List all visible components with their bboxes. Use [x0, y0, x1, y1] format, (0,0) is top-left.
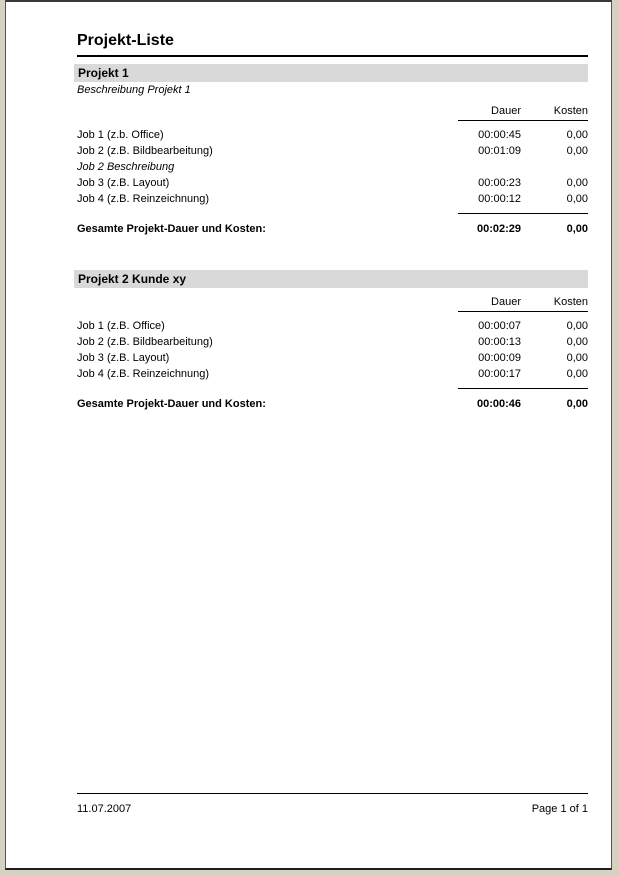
column-header-divider — [458, 120, 588, 121]
job-dauer: 00:00:13 — [478, 336, 521, 348]
job-dauer: 00:00:45 — [478, 129, 521, 141]
job-dauer: 00:00:12 — [478, 193, 521, 205]
total-divider — [458, 388, 588, 389]
job-description: Job 2 Beschreibung — [77, 161, 175, 173]
job-label: Job 2 (z.B. Bildbearbeitung) — [77, 336, 213, 348]
project-description: Beschreibung Projekt 1 — [77, 84, 191, 96]
column-headers — [77, 105, 588, 118]
footer-date: 11.07.2007 — [77, 803, 132, 815]
table-row — [77, 318, 588, 334]
title-divider — [77, 55, 588, 57]
job-kosten: 0,00 — [566, 129, 588, 141]
column-header-divider — [458, 311, 588, 312]
project-header: Projekt 2 Kunde xy — [74, 270, 588, 288]
total-divider — [458, 213, 588, 214]
total-kosten: 0,00 — [566, 223, 588, 235]
job-kosten: 0,00 — [566, 352, 588, 364]
job-label: Job 4 (z.B. Reinzeichnung) — [77, 193, 210, 205]
table-row — [77, 350, 588, 366]
job-dauer: 00:00:17 — [478, 368, 521, 380]
job-label: Job 1 (z.B. Office) — [77, 320, 165, 332]
column-header-kosten: Kosten — [553, 296, 588, 308]
job-label: Job 4 (z.B. Reinzeichnung) — [77, 368, 210, 380]
table-row — [77, 127, 588, 143]
job-kosten: 0,00 — [566, 320, 588, 332]
table-row — [77, 143, 588, 159]
page-title: Projekt-Liste — [77, 32, 174, 49]
project-total-row — [77, 221, 588, 237]
total-label: Gesamte Projekt-Dauer und Kosten: — [77, 398, 266, 410]
footer-page-number: Page 1 of 1 — [531, 803, 588, 815]
project-header: Projekt 1 — [74, 64, 588, 82]
column-headers — [77, 296, 588, 309]
total-kosten: 0,00 — [566, 398, 588, 410]
job-label: Job 3 (z.B. Layout) — [77, 177, 170, 189]
column-header-dauer: Dauer — [491, 296, 521, 308]
job-kosten: 0,00 — [566, 145, 588, 157]
job-dauer: 00:00:07 — [478, 320, 521, 332]
total-dauer: 00:00:46 — [476, 398, 521, 410]
job-kosten: 0,00 — [566, 368, 588, 380]
column-header-dauer: Dauer — [491, 105, 521, 117]
job-dauer: 00:00:23 — [478, 177, 521, 189]
project-section-2 — [77, 270, 588, 412]
table-row — [77, 191, 588, 207]
job-dauer: 00:00:09 — [478, 352, 521, 364]
table-row — [77, 366, 588, 382]
page-footer — [77, 793, 588, 816]
table-row — [77, 334, 588, 350]
job-kosten: 0,00 — [566, 336, 588, 348]
job-label: Job 3 (z.B. Layout) — [77, 352, 170, 364]
table-row — [77, 175, 588, 191]
job-rows — [77, 127, 588, 207]
total-dauer: 00:02:29 — [476, 223, 521, 235]
job-kosten: 0,00 — [566, 193, 588, 205]
job-label: Job 2 (z.B. Bildbearbeitung) — [77, 145, 213, 157]
job-label: Job 1 (z.b. Office) — [77, 129, 164, 141]
total-label: Gesamte Projekt-Dauer und Kosten: — [77, 223, 266, 235]
job-description-row — [77, 159, 588, 175]
job-dauer: 00:01:09 — [478, 145, 521, 157]
job-kosten: 0,00 — [566, 177, 588, 189]
column-header-kosten: Kosten — [553, 105, 588, 117]
project-section-1 — [77, 64, 588, 237]
project-total-row — [77, 396, 588, 412]
job-rows — [77, 318, 588, 382]
report-page — [5, 0, 612, 870]
